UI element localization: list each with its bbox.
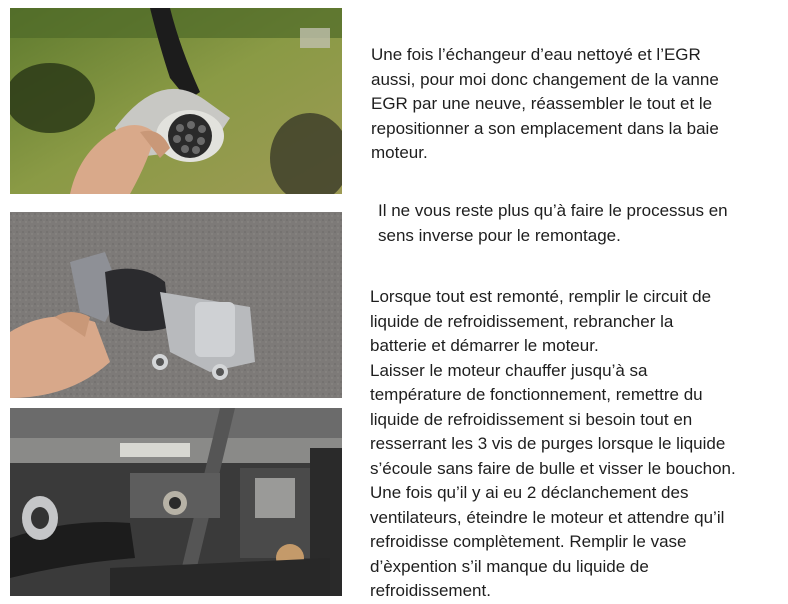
egr-pipe-illustration: [10, 8, 342, 194]
text-line: ventilateurs, éteindre le moteur et attendre qu’il: [370, 507, 725, 527]
text-line: Une fois l’échangeur d’eau nettoyé et l’EGR: [371, 45, 701, 64]
text-line: d’èxpention s’il manque du liquide de: [370, 556, 649, 576]
text-line: s’écoule sans faire de bulle et visser le bouchon.: [370, 458, 736, 478]
text-line: Il ne vous reste plus qu’à faire le processus en: [378, 201, 728, 220]
text-line: sens inverse pour le remontage.: [378, 225, 621, 245]
text-line: aussi, pour moi donc changement de la vanne: [371, 69, 719, 89]
text-line: batterie et démarrer le moteur.: [370, 336, 599, 355]
coolant-paragraph: [370, 285, 780, 604]
reassembly-paragraph: [378, 199, 778, 248]
text-line: refroidissement.: [370, 581, 491, 600]
text-line: moteur.: [371, 143, 428, 162]
engine-bay-photo: [10, 408, 342, 596]
egr-valve-photo: [10, 212, 342, 398]
intro-paragraph: [371, 43, 771, 166]
text-line: liquide de refroidissement, rebrancher la: [370, 311, 674, 331]
text-line: liquide de refroidissement si besoin tout en: [370, 409, 693, 429]
egr-valve-illustration: [10, 212, 342, 398]
text-line: EGR par une neuve, réassembler le tout et le: [371, 94, 713, 113]
text-line: Laisser le moteur chauffer jusqu’à sa: [370, 360, 648, 380]
text-line: refroidisse complètement. Remplir le vase: [370, 532, 687, 551]
engine-bay-illustration: [10, 408, 342, 596]
text-line: repositionner a son emplacement dans la baie: [371, 118, 719, 138]
text-line: température de fonctionnement, remettre du: [370, 385, 703, 404]
text-line: Lorsque tout est remonté, remplir le circuit de: [370, 287, 712, 306]
text-line: Une fois qu’il y ai eu 2 déclanchement des: [370, 483, 689, 502]
text-line: resserrant les 3 vis de purges lorsque le liquide: [370, 434, 726, 453]
egr-pipe-photo: [10, 8, 342, 194]
